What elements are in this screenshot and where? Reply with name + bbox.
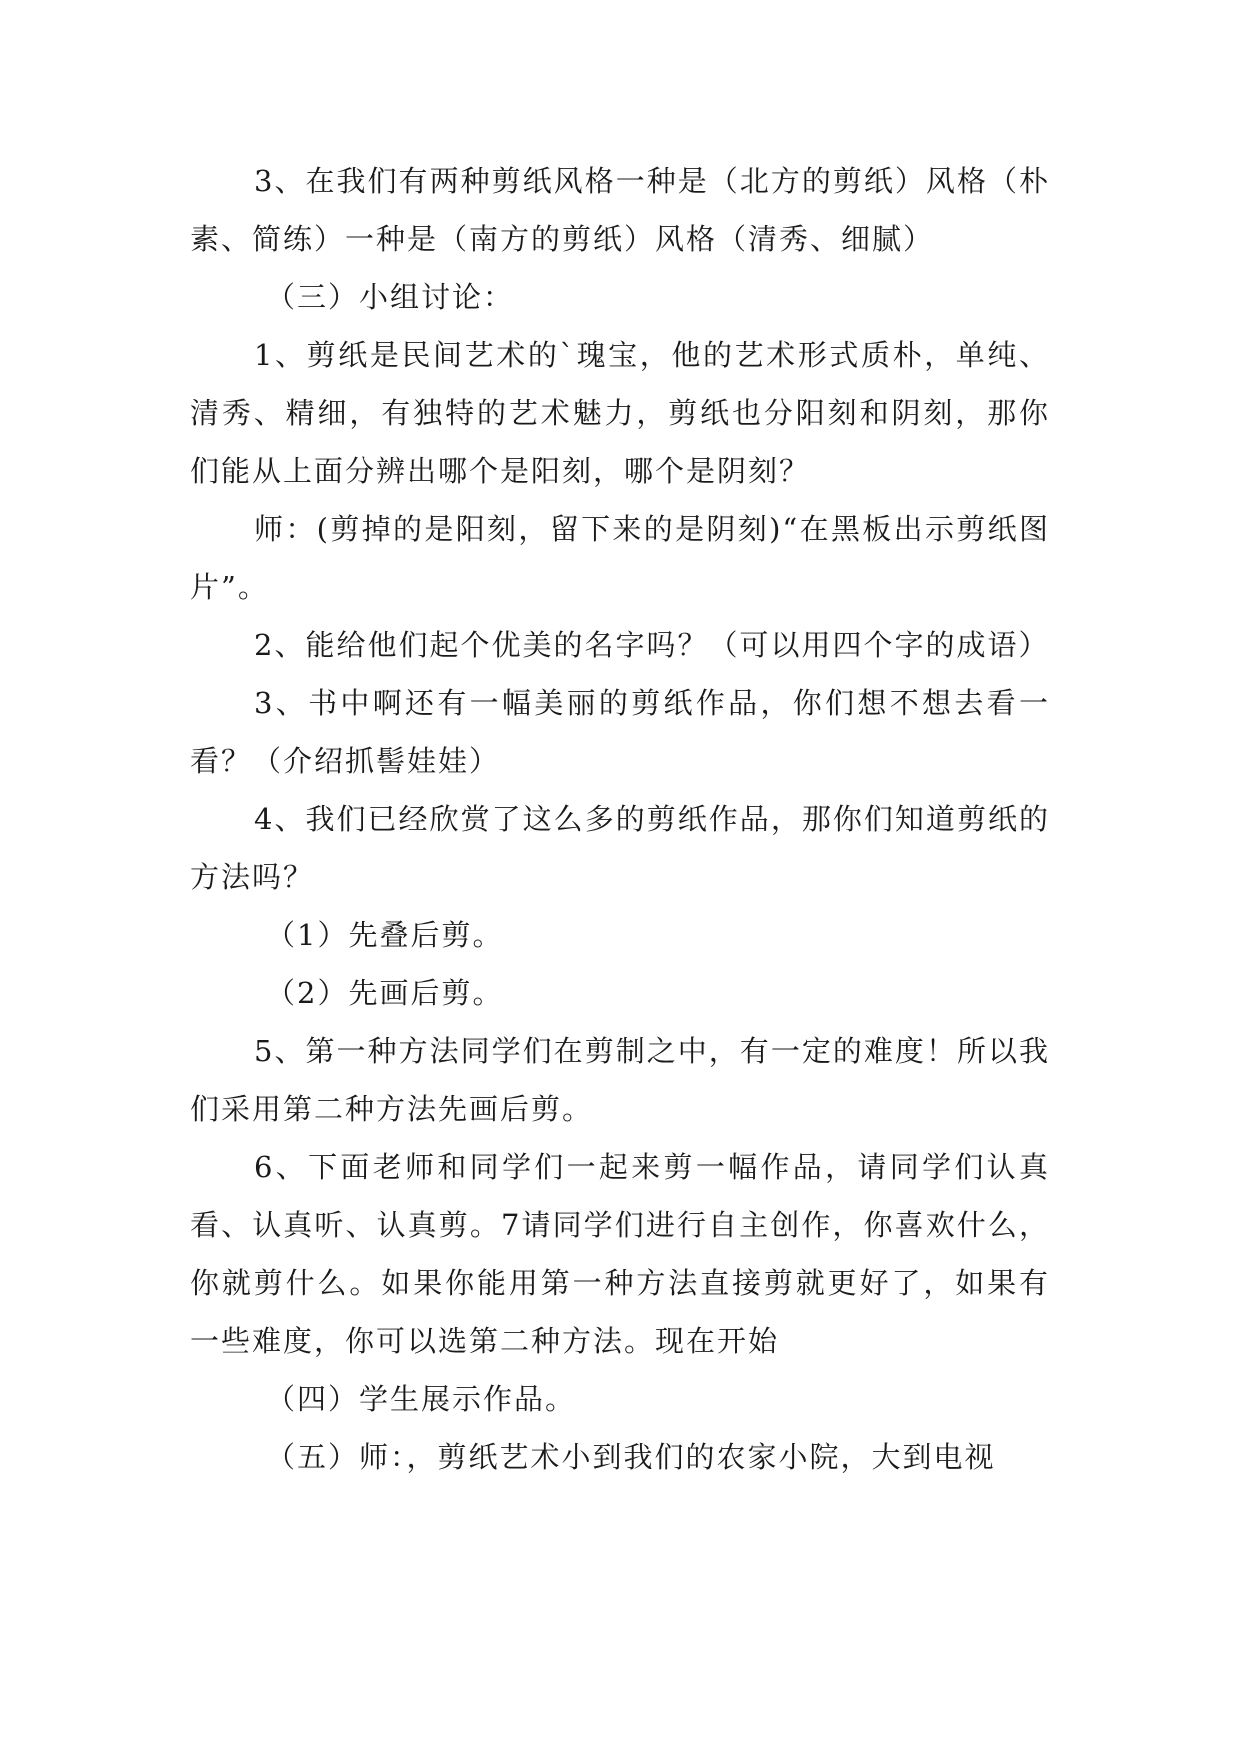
paragraph-teacher-answer: 师：(剪掉的是阳刻，留下来的是阴刻)“在黑板出示剪纸图片”。 (190, 512, 1050, 604)
paragraph-question-2: 2、能给他们起个优美的名字吗？（可以用四个字的成语） (254, 628, 1050, 662)
paragraph-step-5: 5、第一种方法同学们在剪制之中，有一定的难度！所以我们采用第二种方法先画后剪。 (190, 1034, 1050, 1126)
list-item-method-2: （2）先画后剪。 (266, 976, 504, 1010)
document-body (190, 152, 1050, 1486)
paragraph-styles: 3、在我们有两种剪纸风格一种是（北方的剪纸）风格（朴素、简练）一种是（南方的剪纸）风格（清秀、细腻） (190, 164, 1050, 256)
paragraph-step-6: 6、下面老师和同学们一起来剪一幅作品，请同学们认真看、认真听、认真剪。7请同学们进行自主创作，你喜欢什么，你就剪什么。如果你能用第一种方法直接剪就更好了，如果有一些难度，你可以选第二种方法。现在开始 (190, 1150, 1050, 1358)
heading-student-show: （四）学生展示作品。 (266, 1382, 577, 1416)
paragraph-question-3: 3、书中啊还有一幅美丽的剪纸作品，你们想不想去看一看？（介绍抓髻娃娃） (190, 686, 1050, 778)
heading-teacher-summary: （五）师：，剪纸艺术小到我们的农家小院，大到电视 (266, 1440, 996, 1474)
heading-group-discussion: （三）小组讨论： (266, 280, 515, 314)
list-item-method-1: （1）先叠后剪。 (266, 918, 504, 952)
paragraph-question-1: 1、剪纸是民间艺术的`瑰宝，他的艺术形式质朴，单纯、清秀、精细，有独特的艺术魅力，剪纸也分阳刻和阴刻，那你们能从上面分辨出哪个是阳刻，哪个是阴刻？ (190, 338, 1050, 488)
paragraph-question-4: 4、我们已经欣赏了这么多的剪纸作品，那你们知道剪纸的方法吗？ (190, 802, 1050, 894)
